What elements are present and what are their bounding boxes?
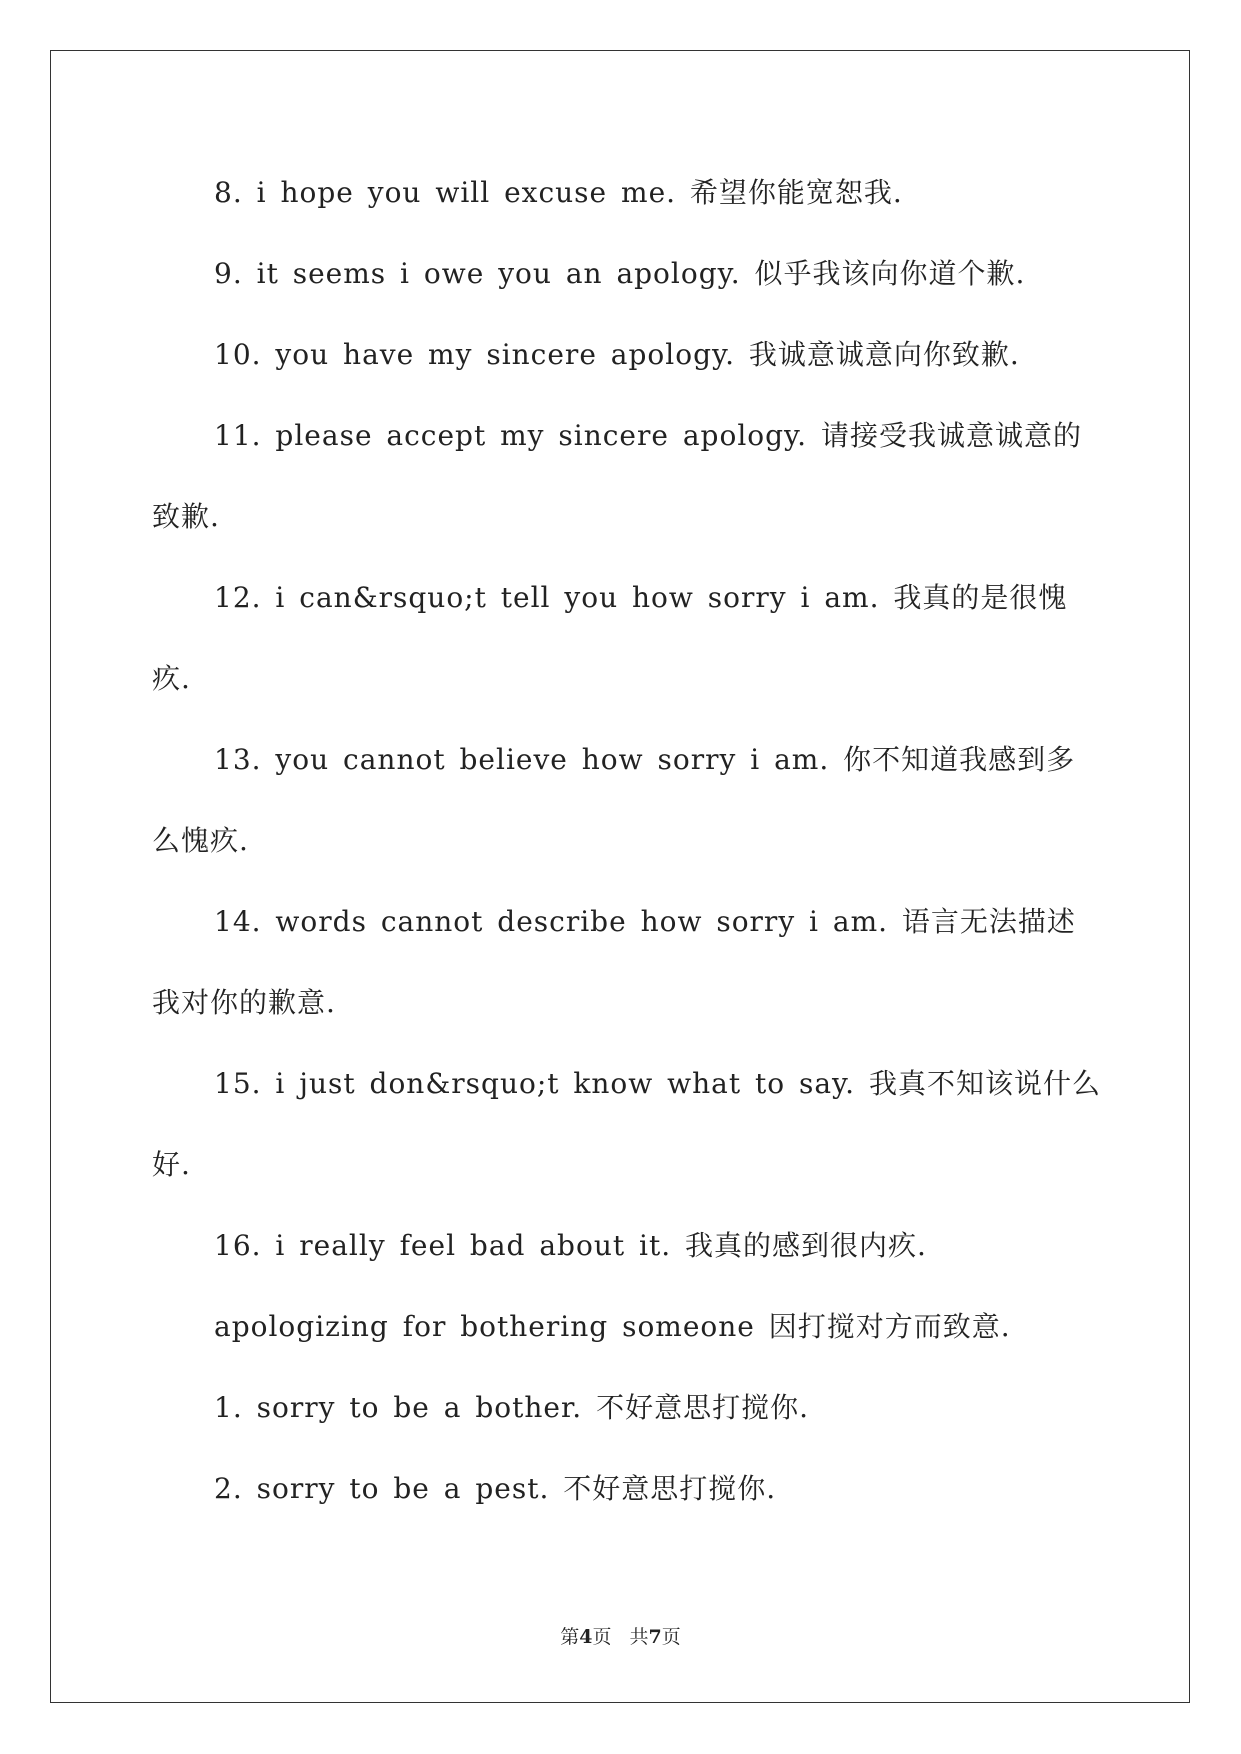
paragraph-12: 12. i can&rsquo;t tell you how sorry i am. 我真的是很愧疚. xyxy=(152,581,1068,695)
paragraph-9: 9. it seems i owe you an apology. 似乎我该向你道个歉. xyxy=(214,257,1026,290)
footer-page-suffix: 页 xyxy=(592,1626,612,1648)
page-footer xyxy=(0,1622,1241,1649)
footer-total-prefix: 共 xyxy=(629,1626,649,1648)
paragraph-15: 15. i just don&rsquo;t know what to say. 我真不知该说什么好. xyxy=(152,1067,1101,1181)
footer-total-suffix: 页 xyxy=(661,1626,681,1648)
paragraph-16: 16. i really feel bad about it. 我真的感到很内疚. xyxy=(214,1229,927,1262)
paragraph-10: 10. you have my sincere apology. 我诚意诚意向你致歉. xyxy=(214,338,1020,371)
section-heading-bothering: apologizing for bothering someone 因打搅对方而致意. xyxy=(214,1310,1011,1343)
paragraph-bother-2: 2. sorry to be a pest. 不好意思打搅你. xyxy=(214,1472,777,1505)
paragraph-14: 14. words cannot describe how sorry i am. 语言无法描述我对你的歉意. xyxy=(152,905,1076,1019)
footer-total-pages: 7 xyxy=(648,1626,662,1648)
footer-page-number: 4 xyxy=(579,1626,593,1648)
footer-page-prefix: 第 xyxy=(560,1626,580,1648)
paragraph-8: 8. i hope you will excuse me. 希望你能宽恕我. xyxy=(214,176,903,209)
document-body xyxy=(152,170,1102,1529)
paragraph-11: 11. please accept my sincere apology. 请接受我诚意诚意的致歉. xyxy=(152,419,1082,533)
paragraph-bother-1: 1. sorry to be a bother. 不好意思打搅你. xyxy=(214,1391,809,1424)
paragraph-13: 13. you cannot believe how sorry i am. 你不知道我感到多么愧疚. xyxy=(152,743,1076,857)
